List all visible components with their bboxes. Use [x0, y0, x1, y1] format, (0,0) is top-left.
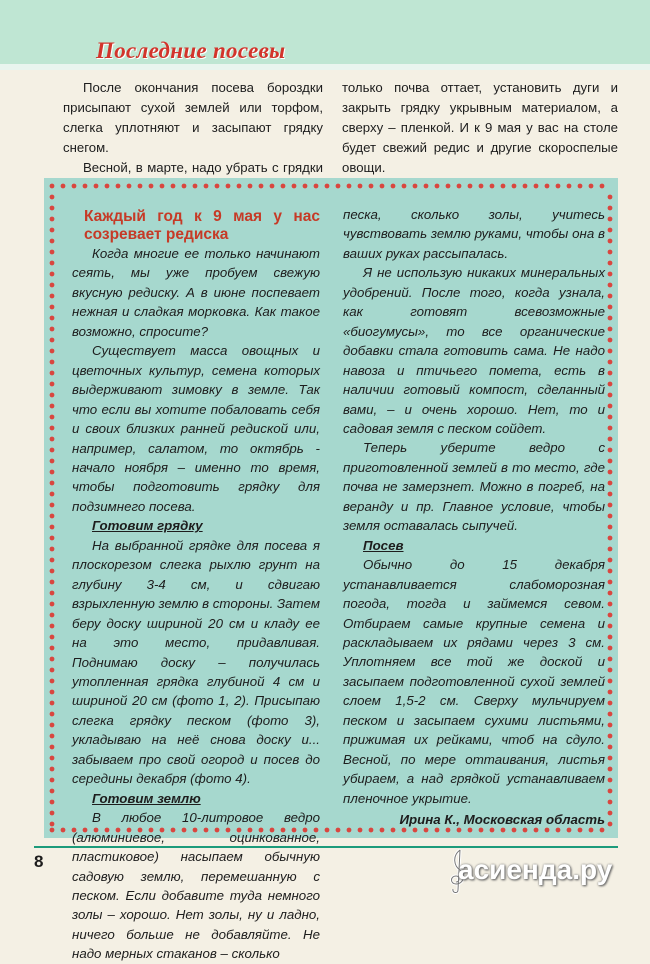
border-dot	[556, 184, 561, 189]
border-dot	[608, 701, 613, 706]
border-dot	[608, 294, 613, 299]
border-dot	[608, 679, 613, 684]
border-dot	[608, 371, 613, 376]
border-dot	[608, 448, 613, 453]
border-dot	[105, 184, 110, 189]
border-dot	[608, 745, 613, 750]
border-dot	[248, 184, 253, 189]
border-dot	[50, 679, 55, 684]
border-dot	[50, 283, 55, 288]
border-dot	[50, 239, 55, 244]
footer-divider	[34, 846, 618, 848]
border-dot	[608, 459, 613, 464]
border-dot	[193, 184, 198, 189]
border-dot	[391, 184, 396, 189]
border-dot	[608, 360, 613, 365]
border-dot	[50, 591, 55, 596]
border-dot	[608, 580, 613, 585]
border-dot	[50, 613, 55, 618]
border-dot	[523, 184, 528, 189]
border-dot	[50, 767, 55, 772]
border-dot	[608, 635, 613, 640]
border-dot	[50, 316, 55, 321]
box-paragraph: Существует масса овощных и цветочных культур, семена которых выдерживают зимовку в земле. Так что если вы хотите побаловать себя и своих близких ранней редиской или, например, салатом, то октябрь - начало ноября – именно то время, чтобы подготовить грядку для подзимнего посева.	[72, 343, 320, 514]
border-dot	[116, 184, 121, 189]
border-dot	[608, 613, 613, 618]
border-dot	[490, 184, 495, 189]
border-dot	[50, 294, 55, 299]
border-dot	[50, 580, 55, 585]
border-dot	[94, 184, 99, 189]
box-paragraph: В любое 10-литровое ведро (алюминиевое, оцинкованное, пластиковое) насыпаем обычную садовую землю, перемешанную с песком. Если добавите туда немного золы – хорошо. Нет золы, ну и ладно, ничего больше не добавляйте. Не надо мерных стаканов – сколько	[72, 810, 320, 962]
border-dot	[369, 184, 374, 189]
border-dot	[545, 184, 550, 189]
border-dot	[578, 184, 583, 189]
border-dot	[608, 624, 613, 629]
border-dot	[204, 184, 209, 189]
border-dot	[608, 668, 613, 673]
border-dot	[50, 602, 55, 607]
intro-paragraph-1: После окончания посева бороздки присыпают сухой землей или торфом, слегка уплотняют и засыпают грядку снегом.	[63, 80, 323, 155]
subheading-sowing: Посев	[363, 537, 404, 553]
border-dot	[608, 283, 613, 288]
border-dot	[50, 558, 55, 563]
border-dot	[50, 525, 55, 530]
border-dot	[608, 767, 613, 772]
border-dot	[61, 184, 66, 189]
border-dot	[50, 184, 55, 189]
border-dot	[50, 393, 55, 398]
border-dot	[567, 184, 572, 189]
border-dot	[50, 470, 55, 475]
border-dot	[50, 250, 55, 255]
border-dot	[347, 184, 352, 189]
intro-paragraph-2: Весной, в марте, надо убрать с грядки	[83, 160, 323, 175]
border-dot	[608, 316, 613, 321]
border-dot	[50, 217, 55, 222]
border-dot	[608, 723, 613, 728]
border-dot	[608, 217, 613, 222]
page-number: 8	[34, 852, 44, 871]
border-dot	[50, 426, 55, 431]
box-paragraph: Обычно до 15 декабря устанавливается слабоморозная погода, тогда и займемся севом. Отбираем самые крупные семена и раскладываем их рядами через 3 см. Уплотняем все той же доской и засыпаем подготовленной сухой землей слоем 1,5-2 см. Сверху мульчируем песком и засыпаем сухими листьями, прижимая их рейками, чтоб на сдуло. Весной, по мере оттаивания, листья убираем, а над грядкой устанавливаем пленочное укрытие.	[343, 557, 605, 806]
border-dot	[50, 481, 55, 486]
border-dot	[138, 184, 143, 189]
border-dot	[608, 338, 613, 343]
border-dot	[292, 184, 297, 189]
border-dot	[608, 492, 613, 497]
border-dot	[72, 184, 77, 189]
border-dot	[608, 657, 613, 662]
border-dot	[608, 800, 613, 805]
border-dot	[608, 481, 613, 486]
box-left-column	[72, 200, 320, 964]
border-dot	[215, 184, 220, 189]
border-dot	[50, 514, 55, 519]
border-dot	[50, 789, 55, 794]
box-paragraph: Когда многие ее только начинают сеять, мы уже пробуем свежую вкусную редиску. А в июне поспевает нежная и сладкая морковка. Как такое возможно, спросите?	[72, 246, 320, 339]
border-dot	[182, 184, 187, 189]
border-dot	[50, 371, 55, 376]
border-dot	[50, 690, 55, 695]
border-dot	[608, 591, 613, 596]
subheading-prepare-soil: Готовим землю	[92, 790, 201, 806]
border-dot	[50, 448, 55, 453]
border-dot	[171, 184, 176, 189]
border-dot	[50, 404, 55, 409]
border-dot	[608, 503, 613, 508]
border-dot	[608, 778, 613, 783]
border-dot	[608, 811, 613, 816]
border-dot	[237, 184, 242, 189]
border-dot	[50, 811, 55, 816]
border-dot	[608, 789, 613, 794]
border-dot	[314, 184, 319, 189]
border-dot	[608, 547, 613, 552]
border-dot	[608, 602, 613, 607]
border-dot	[50, 437, 55, 442]
border-dot	[479, 184, 484, 189]
border-dot	[50, 492, 55, 497]
border-dot	[608, 536, 613, 541]
border-dot	[50, 624, 55, 629]
border-dot	[512, 184, 517, 189]
border-dot	[50, 822, 55, 827]
border-dot	[608, 734, 613, 739]
border-dot	[50, 272, 55, 277]
border-dot	[50, 415, 55, 420]
border-dot	[608, 404, 613, 409]
border-dot	[61, 828, 66, 833]
border-dot	[50, 228, 55, 233]
border-dot	[50, 828, 55, 833]
border-dot	[608, 206, 613, 211]
border-dot	[50, 635, 55, 640]
border-dot	[50, 206, 55, 211]
border-dot	[608, 195, 613, 200]
border-dot	[303, 184, 308, 189]
border-dot	[608, 305, 613, 310]
border-dot	[50, 778, 55, 783]
border-dot	[149, 184, 154, 189]
border-dot	[468, 184, 473, 189]
border-dot	[608, 349, 613, 354]
border-dot	[608, 426, 613, 431]
border-dot	[127, 184, 132, 189]
border-dot	[325, 828, 330, 833]
border-dot	[608, 261, 613, 266]
border-dot	[50, 261, 55, 266]
border-dot	[600, 184, 605, 189]
border-dot	[608, 382, 613, 387]
border-dot	[325, 184, 330, 189]
border-dot	[608, 514, 613, 519]
watermark: асиенда.ру	[458, 854, 613, 885]
border-dot	[608, 470, 613, 475]
border-dot	[424, 184, 429, 189]
border-dot	[50, 305, 55, 310]
box-paragraph: Теперь уберите ведро с приготовленной землей в то место, где почва не замерзнет. Можно в погреб, на веранду и пр. Главное условие, чтобы земля оставалась сыпучей.	[343, 440, 605, 534]
border-dot	[50, 338, 55, 343]
border-dot	[608, 272, 613, 277]
border-dot	[402, 184, 407, 189]
border-dot	[534, 184, 539, 189]
border-dot	[50, 657, 55, 662]
border-dot	[501, 184, 506, 189]
border-dot	[50, 349, 55, 354]
box-title: Каждый год к 9 мая у нас созревает редиска	[84, 208, 320, 243]
border-dot	[589, 184, 594, 189]
border-dot	[50, 569, 55, 574]
border-dot	[608, 525, 613, 530]
border-dot	[50, 195, 55, 200]
border-dot	[50, 734, 55, 739]
border-dot	[380, 184, 385, 189]
section-title: Последние посевы	[96, 38, 286, 63]
border-dot	[50, 723, 55, 728]
border-dot	[50, 800, 55, 805]
border-dot	[50, 756, 55, 761]
border-dot	[435, 184, 440, 189]
box-right-column	[343, 205, 605, 830]
border-dot	[608, 393, 613, 398]
border-dot	[608, 250, 613, 255]
border-dot	[608, 822, 613, 827]
border-dot	[608, 569, 613, 574]
box-paragraph: песка, сколько золы, учитесь чувствовать землю руками, чтобы она в ваших руках рассыпалась.	[343, 207, 605, 261]
border-dot	[50, 712, 55, 717]
border-dot	[608, 558, 613, 563]
border-dot	[336, 828, 341, 833]
border-dot	[608, 239, 613, 244]
border-dot	[608, 415, 613, 420]
box-paragraph: Я не использую никаких минеральных удобрений. После того, когда узнала, как готовят всевозможные «биогумусы», то все органические добавки стала готовить сама. Не надо навоза и птичьего помета, есть в наличии готовый компост, сделанный вами, – и очень хорошо. Нет, то и садовая земля с песком сойдет.	[343, 265, 605, 436]
border-dot	[50, 701, 55, 706]
border-dot	[50, 459, 55, 464]
border-dot	[608, 712, 613, 717]
border-dot	[50, 327, 55, 332]
border-dot	[50, 745, 55, 750]
border-dot	[358, 184, 363, 189]
subheading-prepare-bed: Готовим грядку	[92, 518, 203, 534]
border-dot	[608, 437, 613, 442]
border-dot	[50, 668, 55, 673]
border-dot	[50, 503, 55, 508]
border-dot	[50, 360, 55, 365]
border-dot	[50, 646, 55, 651]
author-signature: Ирина К., Московская область	[399, 812, 605, 828]
border-dot	[608, 228, 613, 233]
border-dot	[226, 184, 231, 189]
border-dot	[259, 184, 264, 189]
border-dot	[281, 184, 286, 189]
border-dot	[50, 547, 55, 552]
border-dot	[457, 184, 462, 189]
border-dot	[446, 184, 451, 189]
border-dot	[608, 756, 613, 761]
border-dot	[50, 382, 55, 387]
border-dot	[413, 184, 418, 189]
border-dot	[608, 646, 613, 651]
border-dot	[83, 184, 88, 189]
border-dot	[160, 184, 165, 189]
border-dot	[270, 184, 275, 189]
border-dot	[50, 536, 55, 541]
border-dot	[608, 690, 613, 695]
box-paragraph: На выбранной грядке для посева я плоскорезом слегка рыхлю грунт на глубину 3-4 см, и сдвигаю взрыхленную землю в стороны. Затем беру доску шириной 20 см и кладу ее на это место, придавливая. Поднимаю доску – получилась утопленная грядка глубиной 4 см и шириной 20 см (фото 1, 2). Присыпаю слегка грядку песком (фото 3), укладываю на неё снова доску и... забываем про свой огород и посев до середины декабря (фото 4).	[72, 537, 320, 787]
intro-paragraph-3: только почва оттает, установить дуги и закрыть грядку укрывным материалом, а сверху – пленкой. И к 9 мая у вас на столе будет свежий редис и другие скороспелые овощи.	[342, 80, 618, 175]
border-dot	[608, 327, 613, 332]
border-dot	[336, 184, 341, 189]
